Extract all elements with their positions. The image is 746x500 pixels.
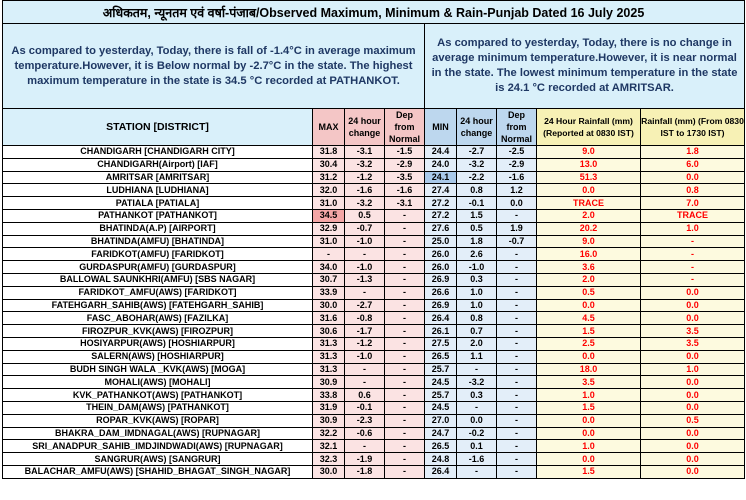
rain-day-cell: 0.0 bbox=[641, 465, 745, 478]
rain-24h-cell: TRACE bbox=[537, 197, 641, 210]
rain-24h-cell: 13.0 bbox=[537, 158, 641, 171]
min-cell: 27.2 bbox=[425, 209, 457, 222]
min-cell: 26.4 bbox=[425, 312, 457, 325]
station-cell: ROPAR_KVK(AWS) [ROPAR] bbox=[3, 414, 313, 427]
rain-24h-cell: 2.0 bbox=[537, 209, 641, 222]
max-dep-cell: -1.6 bbox=[385, 184, 425, 197]
max-change-cell: -3.2 bbox=[345, 158, 385, 171]
station-cell: FARIDKOT_AMFU(AWS) [FARIDKOT] bbox=[3, 286, 313, 299]
min-cell: 26.9 bbox=[425, 273, 457, 286]
rain-day-cell: 0.0 bbox=[641, 376, 745, 389]
rain-day-cell: 0.0 bbox=[641, 401, 745, 414]
rain-24h-cell: 3.6 bbox=[537, 261, 641, 274]
station-cell: CHANDIGARH(Airport) [IAF] bbox=[3, 158, 313, 171]
rain-24h-cell: 2.5 bbox=[537, 337, 641, 350]
min-dep-cell: - bbox=[497, 312, 537, 325]
max-cell: 31.3 bbox=[313, 337, 345, 350]
min-dep-cell: - bbox=[497, 261, 537, 274]
min-cell: 27.6 bbox=[425, 222, 457, 235]
station-cell: PATHANKOT [PATHANKOT] bbox=[3, 209, 313, 222]
rain-24h-cell: 1.5 bbox=[537, 465, 641, 478]
max-dep-cell: - bbox=[385, 440, 425, 453]
station-cell: FATEHGARH_SAHIB(AWS) [FATEHGARH_SAHIB] bbox=[3, 299, 313, 312]
rain-day-cell: - bbox=[641, 248, 745, 261]
header-rain-day: Rainfall (mm) (From 0830 IST to 1730 IST) bbox=[641, 109, 745, 146]
max-change-cell: 0.6 bbox=[345, 389, 385, 402]
max-change-cell: - bbox=[345, 248, 385, 261]
min-cell: 24.1 bbox=[425, 171, 457, 184]
min-dep-cell: 1.9 bbox=[497, 222, 537, 235]
max-change-cell: -3.1 bbox=[345, 146, 385, 159]
max-dep-cell: - bbox=[385, 401, 425, 414]
min-dep-cell: - bbox=[497, 427, 537, 440]
min-cell: 26.1 bbox=[425, 325, 457, 338]
rain-day-cell: - bbox=[641, 261, 745, 274]
max-dep-cell: - bbox=[385, 389, 425, 402]
min-cell: 24.5 bbox=[425, 376, 457, 389]
rain-24h-cell: 51.3 bbox=[537, 171, 641, 184]
header-rain-24h: 24 Hour Rainfall (mm) (Reported at 0830 IST) bbox=[537, 109, 641, 146]
max-cell: 31.9 bbox=[313, 401, 345, 414]
max-dep-cell: - bbox=[385, 465, 425, 478]
station-cell: PATIALA [PATIALA] bbox=[3, 197, 313, 210]
max-change-cell: -2.3 bbox=[345, 414, 385, 427]
table-row bbox=[3, 171, 745, 184]
min-change-cell: -3.2 bbox=[457, 376, 497, 389]
min-cell: 25.7 bbox=[425, 363, 457, 376]
min-cell: 27.2 bbox=[425, 197, 457, 210]
table-row bbox=[3, 222, 745, 235]
rain-day-cell: 1.0 bbox=[641, 363, 745, 376]
rain-24h-cell: 1.0 bbox=[537, 389, 641, 402]
max-cell: 33.9 bbox=[313, 286, 345, 299]
table-row bbox=[3, 414, 745, 427]
station-cell: SALERN(AWS) [HOSHIARPUR] bbox=[3, 350, 313, 363]
rain-24h-cell: 1.5 bbox=[537, 325, 641, 338]
station-cell: SRI_ANADPUR_SAHIB_IMDJINDWADI(AWS) [RUPNAGAR] bbox=[3, 440, 313, 453]
max-change-cell: -1.9 bbox=[345, 453, 385, 466]
max-dep-cell: - bbox=[385, 312, 425, 325]
max-dep-cell: - bbox=[385, 325, 425, 338]
table-row bbox=[3, 261, 745, 274]
min-cell: 24.8 bbox=[425, 453, 457, 466]
max-dep-cell: - bbox=[385, 350, 425, 363]
rain-day-cell: 0.0 bbox=[641, 299, 745, 312]
min-dep-cell: - bbox=[497, 401, 537, 414]
min-change-cell: -1.6 bbox=[457, 453, 497, 466]
max-change-cell: -1.2 bbox=[345, 337, 385, 350]
rain-day-cell: 0.0 bbox=[641, 427, 745, 440]
rain-24h-cell: 2.0 bbox=[537, 273, 641, 286]
min-change-cell: 0.1 bbox=[457, 440, 497, 453]
max-cell: 33.8 bbox=[313, 389, 345, 402]
rain-24h-cell: 0.0 bbox=[537, 299, 641, 312]
min-change-cell: -2.7 bbox=[457, 146, 497, 159]
table-row bbox=[3, 184, 745, 197]
max-cell: 34.5 bbox=[313, 209, 345, 222]
report-title: अधिकतम, न्यूनतम एवं वर्षा-पंजाब/Observed Maximum, Minimum & Rain-Punjab Dated 16 July 2025 bbox=[3, 1, 745, 24]
station-cell: LUDHIANA [LUDHIANA] bbox=[3, 184, 313, 197]
min-dep-cell: - bbox=[497, 376, 537, 389]
max-cell: 30.6 bbox=[313, 325, 345, 338]
max-dep-cell: - bbox=[385, 286, 425, 299]
table-row bbox=[3, 312, 745, 325]
rain-day-cell: 3.5 bbox=[641, 325, 745, 338]
min-dep-cell: -2.5 bbox=[497, 146, 537, 159]
min-cell: 24.0 bbox=[425, 158, 457, 171]
station-cell: THEIN_DAM(AWS) [PATHANKOT] bbox=[3, 401, 313, 414]
report-table bbox=[2, 0, 745, 479]
table-row bbox=[3, 401, 745, 414]
rain-day-cell: - bbox=[641, 273, 745, 286]
min-change-cell: 1.5 bbox=[457, 209, 497, 222]
min-change-cell: 0.3 bbox=[457, 273, 497, 286]
min-change-cell: -1.0 bbox=[457, 261, 497, 274]
max-dep-cell: -3.1 bbox=[385, 197, 425, 210]
min-cell: 26.5 bbox=[425, 350, 457, 363]
max-change-cell: -0.8 bbox=[345, 312, 385, 325]
table-row bbox=[3, 427, 745, 440]
rain-24h-cell: 9.0 bbox=[537, 146, 641, 159]
max-dep-cell: - bbox=[385, 273, 425, 286]
max-cell: 30.9 bbox=[313, 414, 345, 427]
rain-day-cell: 0.0 bbox=[641, 350, 745, 363]
table-row bbox=[3, 158, 745, 171]
min-dep-cell: - bbox=[497, 286, 537, 299]
min-cell: 24.4 bbox=[425, 146, 457, 159]
station-cell: FARIDKOT(AMFU) [FARIDKOT] bbox=[3, 248, 313, 261]
header-max-change: 24 hour change bbox=[345, 109, 385, 146]
min-dep-cell: - bbox=[497, 414, 537, 427]
weather-report bbox=[2, 0, 744, 479]
station-cell: FASC_ABOHAR(AWS) [FAZILKA] bbox=[3, 312, 313, 325]
min-change-cell: 1.0 bbox=[457, 286, 497, 299]
min-change-cell: -0.2 bbox=[457, 427, 497, 440]
header-min-change: 24 hour change bbox=[457, 109, 497, 146]
max-dep-cell: - bbox=[385, 427, 425, 440]
table-row bbox=[3, 350, 745, 363]
max-cell: 32.1 bbox=[313, 440, 345, 453]
min-cell: 24.7 bbox=[425, 427, 457, 440]
header-min-dep: Dep from Normal bbox=[497, 109, 537, 146]
rain-24h-cell: 4.5 bbox=[537, 312, 641, 325]
rain-24h-cell: 0.0 bbox=[537, 184, 641, 197]
rain-day-cell: 1.0 bbox=[641, 222, 745, 235]
max-cell: 30.0 bbox=[313, 299, 345, 312]
max-dep-cell: - bbox=[385, 261, 425, 274]
max-cell: 34.0 bbox=[313, 261, 345, 274]
min-change-cell: 2.6 bbox=[457, 248, 497, 261]
max-summary: As compared to yesterday, Today, there is fall of -1.4°C in average maximum temperature.However, it is Below normal by -2.7°C in the state. The highest maximum temperature in the state is 34.5 °C recorded at PATHANKOT. bbox=[3, 24, 425, 109]
table-row bbox=[3, 197, 745, 210]
max-change-cell: -1.6 bbox=[345, 184, 385, 197]
rain-day-cell: TRACE bbox=[641, 209, 745, 222]
min-dep-cell: 1.2 bbox=[497, 184, 537, 197]
max-change-cell: -1.8 bbox=[345, 465, 385, 478]
min-change-cell: - bbox=[457, 465, 497, 478]
table-row bbox=[3, 146, 745, 159]
max-cell: 32.9 bbox=[313, 222, 345, 235]
max-cell: 32.3 bbox=[313, 453, 345, 466]
table-row bbox=[3, 440, 745, 453]
max-change-cell: -0.1 bbox=[345, 401, 385, 414]
max-cell: 30.9 bbox=[313, 376, 345, 389]
max-change-cell: - bbox=[345, 376, 385, 389]
min-cell: 27.0 bbox=[425, 414, 457, 427]
min-change-cell: 0.8 bbox=[457, 184, 497, 197]
max-cell: 31.0 bbox=[313, 235, 345, 248]
max-cell: 31.0 bbox=[313, 197, 345, 210]
header-max-dep: Dep from Normal bbox=[385, 109, 425, 146]
min-change-cell: 1.0 bbox=[457, 299, 497, 312]
rain-24h-cell: 0.0 bbox=[537, 453, 641, 466]
table-row bbox=[3, 209, 745, 222]
table-row bbox=[3, 273, 745, 286]
station-cell: BHAKRA_DAM_IMDNAGAL(AWS) [RUPNAGAR] bbox=[3, 427, 313, 440]
max-dep-cell: -1.5 bbox=[385, 146, 425, 159]
max-dep-cell: -2.9 bbox=[385, 158, 425, 171]
station-cell: MOHALI(AWS) [MOHALI] bbox=[3, 376, 313, 389]
rain-24h-cell: 16.0 bbox=[537, 248, 641, 261]
max-change-cell: -2.7 bbox=[345, 299, 385, 312]
min-change-cell: 0.3 bbox=[457, 389, 497, 402]
min-dep-cell: - bbox=[497, 465, 537, 478]
table-row bbox=[3, 286, 745, 299]
min-dep-cell: - bbox=[497, 350, 537, 363]
max-change-cell: -1.0 bbox=[345, 261, 385, 274]
max-change-cell: -1.0 bbox=[345, 350, 385, 363]
max-change-cell: - bbox=[345, 286, 385, 299]
min-cell: 27.4 bbox=[425, 184, 457, 197]
rain-24h-cell: 0.0 bbox=[537, 427, 641, 440]
rain-24h-cell: 9.0 bbox=[537, 235, 641, 248]
max-cell: 30.0 bbox=[313, 465, 345, 478]
max-cell: 31.3 bbox=[313, 363, 345, 376]
rain-24h-cell: 20.2 bbox=[537, 222, 641, 235]
station-cell: KVK_PATHANKOT(AWS) [PATHANKOT] bbox=[3, 389, 313, 402]
max-cell: 31.2 bbox=[313, 171, 345, 184]
max-change-cell: -3.2 bbox=[345, 197, 385, 210]
max-cell: 30.7 bbox=[313, 273, 345, 286]
rain-24h-cell: 0.0 bbox=[537, 414, 641, 427]
min-cell: 26.6 bbox=[425, 286, 457, 299]
min-dep-cell: - bbox=[497, 453, 537, 466]
min-dep-cell: - bbox=[497, 299, 537, 312]
min-change-cell: - bbox=[457, 363, 497, 376]
table-row bbox=[3, 465, 745, 478]
min-cell: 26.9 bbox=[425, 299, 457, 312]
table-row bbox=[3, 376, 745, 389]
min-cell: 26.4 bbox=[425, 465, 457, 478]
table-row bbox=[3, 389, 745, 402]
min-change-cell: 1.1 bbox=[457, 350, 497, 363]
min-change-cell: -2.2 bbox=[457, 171, 497, 184]
station-cell: BHATINDA(A.P) [AIRPORT] bbox=[3, 222, 313, 235]
max-dep-cell: -3.5 bbox=[385, 171, 425, 184]
station-cell: GURDASPUR(AMFU) [GURDASPUR] bbox=[3, 261, 313, 274]
header-min: MIN bbox=[425, 109, 457, 146]
max-change-cell: -0.7 bbox=[345, 222, 385, 235]
rain-day-cell: 0.0 bbox=[641, 171, 745, 184]
max-change-cell: -1.3 bbox=[345, 273, 385, 286]
rain-day-cell: - bbox=[641, 235, 745, 248]
min-cell: 26.0 bbox=[425, 261, 457, 274]
min-cell: 26.5 bbox=[425, 440, 457, 453]
rain-day-cell: 0.0 bbox=[641, 286, 745, 299]
min-dep-cell: - bbox=[497, 209, 537, 222]
rain-day-cell: 7.0 bbox=[641, 197, 745, 210]
max-change-cell: -1.0 bbox=[345, 235, 385, 248]
max-change-cell: -1.2 bbox=[345, 171, 385, 184]
rain-24h-cell: 1.0 bbox=[537, 440, 641, 453]
max-change-cell: -1.7 bbox=[345, 325, 385, 338]
min-dep-cell: -2.9 bbox=[497, 158, 537, 171]
min-change-cell: 0.8 bbox=[457, 312, 497, 325]
max-cell: 31.6 bbox=[313, 312, 345, 325]
rain-24h-cell: 0.0 bbox=[537, 350, 641, 363]
max-dep-cell: - bbox=[385, 248, 425, 261]
max-cell: 31.3 bbox=[313, 350, 345, 363]
max-cell: 32.0 bbox=[313, 184, 345, 197]
max-dep-cell: - bbox=[385, 222, 425, 235]
station-cell: FIROZPUR_KVK(AWS) [FIROZPUR] bbox=[3, 325, 313, 338]
rain-24h-cell: 1.5 bbox=[537, 401, 641, 414]
rain-day-cell: 0.5 bbox=[641, 414, 745, 427]
rain-day-cell: 3.5 bbox=[641, 337, 745, 350]
station-cell: HOSIYARPUR(AWS) [HOSHIARPUR] bbox=[3, 337, 313, 350]
min-dep-cell: - bbox=[497, 363, 537, 376]
rain-24h-cell: 3.5 bbox=[537, 376, 641, 389]
station-cell: BALLOWAL SAUNKHRI(AMFU) [SBS NAGAR] bbox=[3, 273, 313, 286]
min-cell: 25.7 bbox=[425, 389, 457, 402]
station-cell: AMRITSAR [AMRITSAR] bbox=[3, 171, 313, 184]
min-change-cell: -0.1 bbox=[457, 197, 497, 210]
rain-24h-cell: 0.5 bbox=[537, 286, 641, 299]
min-change-cell: 0.7 bbox=[457, 325, 497, 338]
max-cell: 31.8 bbox=[313, 146, 345, 159]
max-change-cell: - bbox=[345, 363, 385, 376]
min-dep-cell: - bbox=[497, 389, 537, 402]
min-dep-cell: -0.7 bbox=[497, 235, 537, 248]
min-cell: 25.0 bbox=[425, 235, 457, 248]
min-change-cell: 2.0 bbox=[457, 337, 497, 350]
min-dep-cell: - bbox=[497, 248, 537, 261]
rain-day-cell: 0.0 bbox=[641, 453, 745, 466]
min-dep-cell: - bbox=[497, 273, 537, 286]
min-change-cell: - bbox=[457, 401, 497, 414]
max-dep-cell: - bbox=[385, 363, 425, 376]
rain-day-cell: 0.0 bbox=[641, 440, 745, 453]
table-row bbox=[3, 248, 745, 261]
table-row bbox=[3, 325, 745, 338]
rain-day-cell: 1.8 bbox=[641, 146, 745, 159]
station-cell: BALACHAR_AMFU(AWS) [SHAHID_BHAGAT_SINGH_NAGAR] bbox=[3, 465, 313, 478]
min-cell: 26.0 bbox=[425, 248, 457, 261]
header-station: STATION [DISTRICT] bbox=[3, 109, 313, 146]
rain-day-cell: 0.0 bbox=[641, 389, 745, 402]
max-dep-cell: - bbox=[385, 376, 425, 389]
rain-day-cell: 0.0 bbox=[641, 312, 745, 325]
header-max: MAX bbox=[313, 109, 345, 146]
min-cell: 24.5 bbox=[425, 401, 457, 414]
min-dep-cell: - bbox=[497, 337, 537, 350]
table-row bbox=[3, 299, 745, 312]
max-cell: 30.4 bbox=[313, 158, 345, 171]
max-change-cell: - bbox=[345, 440, 385, 453]
max-dep-cell: - bbox=[385, 235, 425, 248]
max-cell: - bbox=[313, 248, 345, 261]
station-cell: BHATINDA(AMFU) [BHATINDA] bbox=[3, 235, 313, 248]
max-change-cell: -0.6 bbox=[345, 427, 385, 440]
rain-day-cell: 6.0 bbox=[641, 158, 745, 171]
min-dep-cell: 0.0 bbox=[497, 197, 537, 210]
station-cell: CHANDIGARH [CHANDIGARH CITY] bbox=[3, 146, 313, 159]
max-dep-cell: - bbox=[385, 209, 425, 222]
min-summary: As compared to yesterday, Today, there is no change in average minimum temperature.However, it is near normal in the state. The lowest minimum temperature in the state is 24.1 °C recorded at AMRITSAR. bbox=[425, 24, 745, 109]
min-change-cell: 1.8 bbox=[457, 235, 497, 248]
rain-24h-cell: 18.0 bbox=[537, 363, 641, 376]
max-dep-cell: - bbox=[385, 414, 425, 427]
min-dep-cell: -1.6 bbox=[497, 171, 537, 184]
table-row bbox=[3, 235, 745, 248]
rain-day-cell: 0.8 bbox=[641, 184, 745, 197]
max-dep-cell: - bbox=[385, 453, 425, 466]
station-cell: SANGRUR(AWS) [SANGRUR] bbox=[3, 453, 313, 466]
min-change-cell: -3.2 bbox=[457, 158, 497, 171]
max-cell: 32.2 bbox=[313, 427, 345, 440]
min-cell: 27.5 bbox=[425, 337, 457, 350]
min-dep-cell: - bbox=[497, 440, 537, 453]
table-row bbox=[3, 453, 745, 466]
min-dep-cell: - bbox=[497, 325, 537, 338]
max-dep-cell: - bbox=[385, 299, 425, 312]
max-change-cell: 0.5 bbox=[345, 209, 385, 222]
table-row bbox=[3, 337, 745, 350]
table-row bbox=[3, 363, 745, 376]
min-change-cell: 0.0 bbox=[457, 414, 497, 427]
max-dep-cell: - bbox=[385, 337, 425, 350]
min-change-cell: 0.5 bbox=[457, 222, 497, 235]
station-cell: BUDH SINGH WALA _KVK(AWS) [MOGA] bbox=[3, 363, 313, 376]
